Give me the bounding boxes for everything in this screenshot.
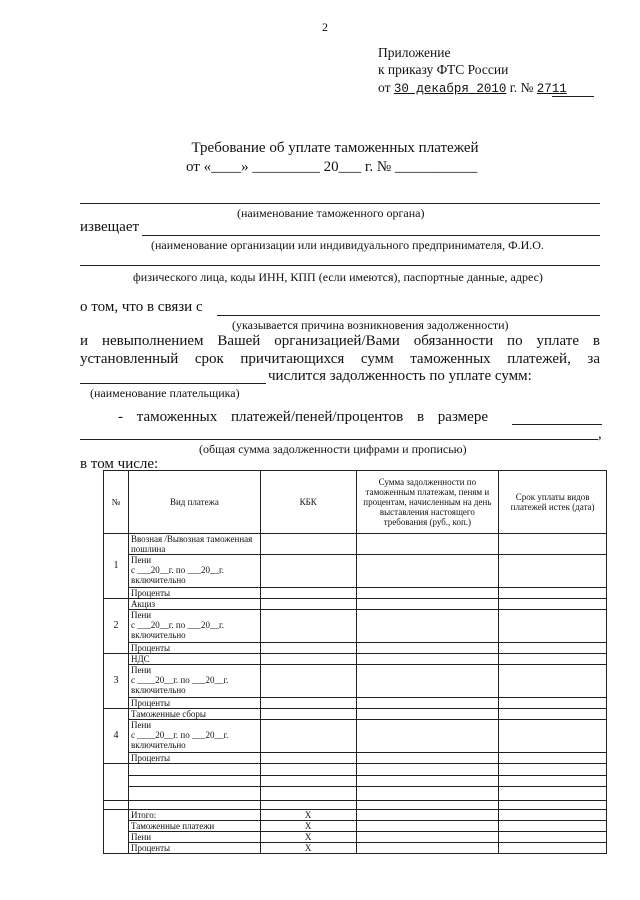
table-row <box>104 599 607 610</box>
payer-caption: (наименование плательщика) <box>90 386 240 400</box>
appendix-date-value: 30 декабря 2010 <box>393 82 507 96</box>
kbk-cell <box>260 787 356 801</box>
organization-line <box>142 235 600 236</box>
payment-type-cell <box>128 764 260 776</box>
penalty-cell: Пени с ___20__г. по ___20__г. включительно <box>128 555 260 588</box>
interest-cell: Проценты <box>128 753 260 764</box>
penalty-cell: Пени с ____20__г. по ___20__г. включительно <box>128 720 260 753</box>
table-header-row <box>104 471 607 534</box>
row-number: 3 <box>104 654 129 709</box>
due-cell <box>499 654 607 665</box>
payment-type-cell: НДС <box>128 654 260 665</box>
due-cell <box>499 610 607 643</box>
due-cell <box>499 709 607 720</box>
kbk-cell <box>260 610 356 643</box>
sum-cell <box>356 764 499 776</box>
table-row <box>104 643 607 654</box>
sum-cell <box>356 643 499 654</box>
header-kbk: КБК <box>260 471 356 534</box>
person-details-caption: физического лица, коды ИНН, КПП (если имеются), паспортные данные, адрес) <box>133 270 543 284</box>
totals-kbk-cell: Х <box>260 843 356 854</box>
kbk-cell <box>260 555 356 588</box>
table-row <box>104 709 607 720</box>
organization-caption: (наименование организации или индивидуального предпринимателя, Ф.И.О. <box>151 238 544 252</box>
sum-cell <box>356 665 499 698</box>
paragraph-line3: числится задолженность по уплате сумм: <box>268 368 532 384</box>
sum-cell <box>356 534 499 555</box>
sum-cell <box>356 555 499 588</box>
kbk-cell <box>260 753 356 764</box>
due-cell <box>499 832 607 843</box>
row-number <box>104 801 129 810</box>
penalty-cell: Пени с ____20__г. по ___20__г. включительно <box>128 665 260 698</box>
sum-cell <box>356 753 499 764</box>
totals-row <box>104 821 607 832</box>
sum-cell <box>356 610 499 643</box>
totals-kbk-cell: Х <box>260 810 356 821</box>
due-cell <box>499 720 607 753</box>
due-cell <box>499 776 607 787</box>
table-row <box>104 753 607 764</box>
interest-cell: Проценты <box>128 588 260 599</box>
reason-caption: (указывается причина возникновения задолженности) <box>232 318 509 332</box>
document-title-date-line: от «____» _________ 20___ г. № ___________ <box>186 159 478 175</box>
amount-short-line <box>512 424 602 425</box>
totals-row <box>104 810 607 821</box>
table-row <box>104 776 607 787</box>
amount-caption: (общая сумма задолженности цифрами и прописью) <box>199 442 467 456</box>
table-row <box>104 654 607 665</box>
sum-cell <box>356 843 499 854</box>
paragraph-line1: и невыполнением Вашей организацией/Вами обязанности по уплате в <box>80 333 600 349</box>
totals-label-cell: Пени <box>128 832 260 843</box>
payment-type-cell: Акциз <box>128 599 260 610</box>
header-payment-type: Вид платежа <box>128 471 260 534</box>
sum-cell <box>356 709 499 720</box>
amount-comma: , <box>598 426 602 442</box>
sum-cell <box>356 832 499 843</box>
due-cell <box>499 534 607 555</box>
appendix-date-line <box>378 80 567 96</box>
appendix-date-prefix: от <box>378 80 391 95</box>
kbk-cell <box>260 776 356 787</box>
payment-type-cell <box>128 776 260 787</box>
row-number: 4 <box>104 709 129 764</box>
payment-type-cell <box>128 801 260 810</box>
sum-cell <box>356 599 499 610</box>
reason-label: о том, что в связи с <box>80 299 203 315</box>
interest-cell: Проценты <box>128 698 260 709</box>
totals-kbk-cell: Х <box>260 821 356 832</box>
payment-type-cell <box>128 787 260 801</box>
kbk-cell <box>260 534 356 555</box>
due-cell <box>499 810 607 821</box>
sum-cell <box>356 787 499 801</box>
sum-cell <box>356 821 499 832</box>
due-cell <box>499 764 607 776</box>
table-row <box>104 665 607 698</box>
sum-cell <box>356 588 499 599</box>
totals-row <box>104 832 607 843</box>
paragraph-line2: установленный срок причитающихся сумм таможенных платежей, за <box>80 351 600 367</box>
including-label: в том числе: <box>80 456 159 472</box>
kbk-cell <box>260 588 356 599</box>
person-details-line <box>80 265 600 266</box>
table-row <box>104 698 607 709</box>
kbk-cell <box>260 698 356 709</box>
payment-type-cell: Таможенные сборы <box>128 709 260 720</box>
due-cell <box>499 555 607 588</box>
sum-cell <box>356 698 499 709</box>
kbk-cell <box>260 665 356 698</box>
table-row <box>104 720 607 753</box>
page-number: 2 <box>322 20 328 34</box>
appendix-line2: к приказу ФТС России <box>378 62 509 77</box>
sum-cell <box>356 776 499 787</box>
totals-row <box>104 843 607 854</box>
order-number-underline <box>552 96 594 97</box>
header-debt-sum: Сумма задолженности по таможенным платежам, пеням и процентам, начисленным на день выставления настоящего требования (руб., коп.) <box>356 471 499 534</box>
table-row <box>104 787 607 801</box>
due-cell <box>499 821 607 832</box>
customs-authority-caption: (наименование таможенного органа) <box>237 206 425 220</box>
header-due-date: Срок уплаты видов платежей истек (дата) <box>499 471 607 534</box>
kbk-cell <box>260 764 356 776</box>
kbk-cell <box>260 709 356 720</box>
sum-cell <box>356 654 499 665</box>
table-row <box>104 588 607 599</box>
penalty-cell: Пени с ___20__г. по ___20__г. включительно <box>128 610 260 643</box>
header-num: № <box>104 471 129 534</box>
due-cell <box>499 698 607 709</box>
due-cell <box>499 643 607 654</box>
due-cell <box>499 801 607 810</box>
amount-long-line <box>80 439 598 440</box>
table-row <box>104 764 607 776</box>
interest-cell: Проценты <box>128 643 260 654</box>
totals-label-cell: Таможенные платежи <box>128 821 260 832</box>
totals-label-cell: Проценты <box>128 843 260 854</box>
totals-kbk-cell: Х <box>260 832 356 843</box>
due-cell <box>499 665 607 698</box>
kbk-cell <box>260 720 356 753</box>
due-cell <box>499 599 607 610</box>
sum-cell <box>356 810 499 821</box>
row-number: 1 <box>104 534 129 599</box>
document-title: Требование об уплате таможенных платежей <box>191 140 479 156</box>
payment-type-cell: Ввозная /Вывозная таможенная пошлина <box>128 534 260 555</box>
table-row <box>104 555 607 588</box>
customs-authority-line <box>80 203 600 204</box>
due-cell <box>499 787 607 801</box>
sum-cell <box>356 801 499 810</box>
amount-line-text: - таможенных платежей/пеней/процентов в размере <box>118 409 488 425</box>
table-row <box>104 610 607 643</box>
row-number: 2 <box>104 599 129 654</box>
kbk-cell <box>260 643 356 654</box>
appendix-line1: Приложение <box>378 45 451 60</box>
appendix-order-number: 2711 <box>536 82 567 96</box>
table-row <box>104 534 607 555</box>
kbk-cell <box>260 801 356 810</box>
reason-line <box>217 315 600 316</box>
appendix-date-suffix: г. № <box>509 80 534 95</box>
totals-label-cell: Итого: <box>128 810 260 821</box>
payer-line <box>80 383 266 384</box>
kbk-cell <box>260 599 356 610</box>
row-number <box>104 764 129 801</box>
debt-table <box>103 470 607 854</box>
due-cell <box>499 588 607 599</box>
table-row <box>104 801 607 810</box>
totals-number-cell <box>104 810 129 854</box>
due-cell <box>499 843 607 854</box>
due-cell <box>499 753 607 764</box>
notifies-label: извещает <box>80 219 140 235</box>
sum-cell <box>356 720 499 753</box>
kbk-cell <box>260 654 356 665</box>
